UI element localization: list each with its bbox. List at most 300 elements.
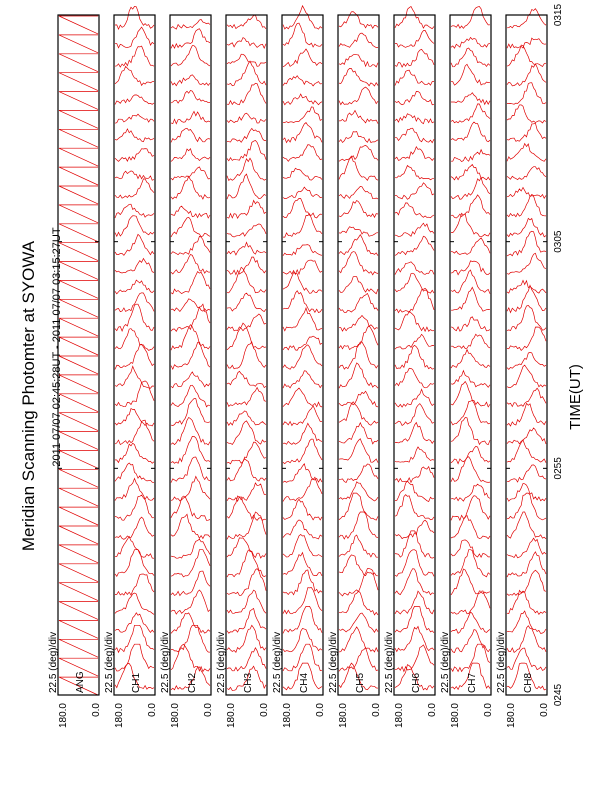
trace-ch7-25 <box>451 213 490 237</box>
trace-ch6-23 <box>395 262 434 275</box>
trace-ch3-24 <box>227 242 266 255</box>
trace-ch1-31 <box>115 114 154 123</box>
y-tick-min: 0.0 <box>483 703 494 717</box>
trace-ch7-13 <box>451 446 490 463</box>
trace-ch6-15 <box>395 404 434 426</box>
trace-ang-4 <box>59 620 98 638</box>
trace-ch7-35 <box>451 38 490 49</box>
trace-ch2-7 <box>171 550 210 577</box>
trace-ch7-27 <box>451 178 490 200</box>
y-tick-min: 0.0 <box>91 703 102 717</box>
panel-scale-label: 22.5 (deg)/div <box>384 631 395 693</box>
trace-ch7-8 <box>451 540 490 557</box>
trace-ch6-28 <box>395 166 434 180</box>
trace-ang-34 <box>59 54 98 72</box>
trace-ch4-12 <box>283 464 322 483</box>
trace-ch4-5 <box>283 588 322 614</box>
trace-ch6-29 <box>395 147 434 161</box>
trace-ch2-24 <box>171 236 210 254</box>
panel-scale-label: 22.5 (deg)/div <box>216 631 227 693</box>
trace-ch3-35 <box>227 38 266 49</box>
trace-ch3-11 <box>227 483 266 501</box>
trace-ch8-18 <box>507 352 546 369</box>
trace-ch6-33 <box>395 70 434 85</box>
trace-ch6-30 <box>395 128 434 143</box>
trace-ch7-14 <box>451 418 490 445</box>
trace-ch7-20 <box>451 317 490 331</box>
trace-ch5-24 <box>339 235 378 256</box>
trace-ch8-19 <box>507 327 546 350</box>
trace-ch8-36 <box>507 9 546 28</box>
trace-ang-15 <box>59 413 98 431</box>
chart-title: Meridian Scanning Photomter at SYOWA <box>19 240 38 552</box>
panel-frame <box>394 15 435 695</box>
trace-ch5-2 <box>339 648 378 672</box>
trace-ang-19 <box>59 337 98 355</box>
trace-ch6-22 <box>395 273 434 293</box>
trace-ang-31 <box>59 110 98 128</box>
trace-ch5-27 <box>339 186 378 199</box>
trace-ang-36 <box>59 16 98 34</box>
trace-ch6-25 <box>395 223 434 237</box>
panel-ch4 <box>272 6 326 728</box>
trace-ch6-5 <box>395 591 434 614</box>
trace-ang-3 <box>59 639 98 657</box>
trace-ch5-35 <box>339 33 378 47</box>
y-tick-max: 180.0 <box>170 703 181 729</box>
trace-ang-26 <box>59 205 98 223</box>
trace-ang-22 <box>59 280 98 298</box>
trace-ch1-27 <box>115 179 154 198</box>
trace-ch1-23 <box>115 259 154 274</box>
trace-ch8-31 <box>507 105 546 123</box>
trace-ch1-21 <box>115 293 154 312</box>
trace-ch5-29 <box>339 145 378 161</box>
y-tick-min: 0.0 <box>147 703 158 717</box>
y-tick-min: 0.0 <box>203 703 214 717</box>
trace-ch4-17 <box>283 371 322 388</box>
panel-scale-label: 22.5 (deg)/div <box>272 631 283 693</box>
trace-ch4-6 <box>283 570 322 595</box>
trace-ch8-29 <box>507 144 546 162</box>
x-tick-label: 0315 <box>553 3 564 27</box>
trace-ch1-33 <box>115 66 154 85</box>
trace-ch6-12 <box>395 467 434 483</box>
trace-ch2-28 <box>171 167 210 180</box>
trace-ch7-4 <box>451 612 490 633</box>
trace-ch7-36 <box>451 7 490 29</box>
trace-ch2-22 <box>171 272 210 294</box>
trace-ch1-8 <box>115 537 154 559</box>
x-tick-label: 0305 <box>553 230 564 253</box>
trace-ch8-17 <box>507 365 546 387</box>
trace-ch6-2 <box>395 645 434 672</box>
trace-ch2-26 <box>171 206 210 218</box>
trace-ch4-21 <box>283 291 322 313</box>
trace-ch2-25 <box>171 217 210 237</box>
trace-ang-30 <box>59 129 98 147</box>
trace-ch4-35 <box>283 23 322 47</box>
trace-ch8-33 <box>507 64 546 86</box>
trace-ang-18 <box>59 356 98 374</box>
trace-ang-6 <box>59 583 98 601</box>
trace-ch8-30 <box>507 123 546 141</box>
trace-ch8-3 <box>507 626 546 653</box>
trace-ch8-14 <box>507 428 546 444</box>
x-tick-label: 0255 <box>553 457 564 480</box>
trace-ang-14 <box>59 432 98 450</box>
trace-ch4-2 <box>283 644 322 671</box>
trace-ch5-7 <box>339 555 378 576</box>
trace-ch2-35 <box>171 29 210 49</box>
trace-ch6-3 <box>395 627 434 652</box>
trace-ang-12 <box>59 469 98 487</box>
trace-ang-9 <box>59 526 98 544</box>
trace-ch8-6 <box>507 570 546 595</box>
trace-ch2-36 <box>171 19 210 29</box>
trace-ch3-22 <box>227 267 266 293</box>
trace-ch7-6 <box>451 569 490 595</box>
trace-ch7-21 <box>451 287 490 311</box>
panel-ch7 <box>440 7 494 729</box>
trace-ch5-15 <box>339 402 378 425</box>
panel-label: ANG <box>75 671 86 693</box>
panel-frame <box>506 15 547 695</box>
trace-ch5-32 <box>339 87 378 105</box>
y-tick-min: 0.0 <box>315 703 326 717</box>
trace-ch6-27 <box>395 183 434 200</box>
trace-ch4-32 <box>283 94 322 105</box>
trace-ch1-6 <box>115 574 154 595</box>
trace-ch5-12 <box>339 464 378 483</box>
trace-ch7-30 <box>451 122 490 142</box>
trace-ch1-20 <box>115 304 154 331</box>
trace-ch6-4 <box>395 606 434 632</box>
trace-ch4-27 <box>283 187 322 199</box>
trace-ch7-32 <box>451 93 490 105</box>
trace-ch3-21 <box>227 293 266 311</box>
trace-ch2-6 <box>171 571 210 596</box>
trace-ch7-17 <box>451 371 490 388</box>
trace-ch3-12 <box>227 459 266 481</box>
trace-ch8-9 <box>507 512 546 539</box>
trace-ch7-18 <box>451 350 490 368</box>
panel-ch8 <box>496 9 550 728</box>
trace-ch8-22 <box>507 280 546 293</box>
trace-ch6-9 <box>395 520 434 538</box>
x-tick-label: 0245 <box>553 683 564 707</box>
trace-ch6-32 <box>395 91 434 104</box>
trace-ch3-15 <box>227 411 266 425</box>
trace-ch6-26 <box>395 203 434 218</box>
trace-ch8-25 <box>507 218 546 236</box>
trace-ch4-16 <box>283 388 322 407</box>
trace-ch1-22 <box>115 280 154 294</box>
trace-ch6-13 <box>395 447 434 462</box>
trace-ch2-27 <box>171 176 210 199</box>
y-tick-max: 180.0 <box>114 703 125 729</box>
trace-ch4-25 <box>283 214 322 237</box>
trace-ch1-12 <box>115 463 154 483</box>
trace-ch1-35 <box>115 27 154 48</box>
trace-ch6-10 <box>395 495 434 520</box>
trace-ch8-7 <box>507 552 546 577</box>
trace-ch8-23 <box>507 253 546 274</box>
trace-ch7-16 <box>451 382 490 407</box>
trace-ch3-4 <box>227 608 266 633</box>
trace-ch8-26 <box>507 196 546 217</box>
trace-ch2-9 <box>171 514 210 538</box>
trace-ch7-24 <box>451 238 490 255</box>
trace-ch2-10 <box>171 496 210 520</box>
trace-ch6-19 <box>395 334 434 349</box>
panel-scale-label: 22.5 (deg)/div <box>160 631 171 693</box>
trace-ang-16 <box>59 394 98 412</box>
trace-ch2-2 <box>171 644 210 671</box>
y-tick-min: 0.0 <box>539 703 550 717</box>
trace-ch3-20 <box>227 314 266 331</box>
trace-ch7-3 <box>451 630 490 653</box>
trace-ang-7 <box>59 564 98 582</box>
trace-ch4-29 <box>283 145 322 162</box>
trace-ch6-20 <box>395 311 434 331</box>
panel-label: CH3 <box>243 672 254 693</box>
trace-ch4-34 <box>283 49 322 67</box>
trace-ch2-32 <box>171 90 210 103</box>
trace-ch8-35 <box>507 38 546 48</box>
trace-ch1-28 <box>115 171 154 180</box>
trace-ch3-31 <box>227 113 266 123</box>
panel-label: CH1 <box>131 672 142 693</box>
trace-ch8-11 <box>507 484 546 502</box>
panel-ch3 <box>216 15 270 728</box>
trace-ch8-2 <box>507 648 546 670</box>
trace-ch1-29 <box>115 149 154 162</box>
panel-frame <box>58 15 99 695</box>
trace-ang-33 <box>59 73 98 91</box>
x-axis-label: TIME(UT) <box>567 364 584 430</box>
trace-ch5-6 <box>339 569 378 596</box>
y-tick-max: 180.0 <box>394 703 405 729</box>
trace-ch5-22 <box>339 276 378 294</box>
trace-ch3-16 <box>227 388 266 407</box>
trace-ch4-22 <box>283 273 322 294</box>
y-tick-max: 180.0 <box>226 703 237 729</box>
trace-ch5-21 <box>339 293 378 312</box>
trace-ch2-31 <box>171 111 210 123</box>
trace-ch6-36 <box>395 7 434 29</box>
trace-ch2-4 <box>171 613 210 634</box>
trace-ch8-5 <box>507 590 546 614</box>
trace-ch5-30 <box>339 132 378 143</box>
trace-ch7-23 <box>451 261 490 275</box>
trace-ang-20 <box>59 318 98 336</box>
trace-ch2-33 <box>171 75 210 86</box>
trace-ch3-33 <box>227 61 266 86</box>
trace-ch5-17 <box>339 363 378 388</box>
y-tick-min: 0.0 <box>371 703 382 717</box>
trace-ch4-20 <box>283 308 322 331</box>
trace-ch1-32 <box>115 95 154 105</box>
trace-ch7-33 <box>451 64 490 85</box>
trace-ch4-28 <box>283 168 322 180</box>
trace-ch4-10 <box>283 499 322 520</box>
trace-ch7-26 <box>451 195 490 218</box>
trace-ch1-9 <box>115 517 154 539</box>
trace-ch4-19 <box>283 336 322 350</box>
trace-ch2-29 <box>171 149 210 162</box>
trace-ch3-9 <box>227 512 266 539</box>
trace-ang-23 <box>59 262 98 280</box>
trace-ch7-11 <box>451 484 490 501</box>
trace-ang-21 <box>59 299 98 317</box>
trace-ang-11 <box>59 488 98 506</box>
trace-ch1-15 <box>115 409 154 426</box>
trace-ch4-33 <box>283 76 322 86</box>
trace-ch3-29 <box>227 140 266 160</box>
trace-ch2-21 <box>171 299 210 312</box>
trace-ch1-2 <box>115 644 154 671</box>
y-tick-min: 0.0 <box>259 703 270 717</box>
trace-ch8-8 <box>507 538 546 558</box>
panel-label: CH7 <box>467 672 478 693</box>
trace-ang-8 <box>59 545 98 563</box>
trace-ch3-7 <box>227 550 266 577</box>
trace-ch3-18 <box>227 342 266 369</box>
trace-ch3-34 <box>227 54 266 66</box>
trace-ch4-30 <box>283 123 322 143</box>
trace-ch8-4 <box>507 611 546 634</box>
trace-ang-28 <box>59 167 98 185</box>
trace-ch2-13 <box>171 436 210 463</box>
trace-ch1-7 <box>115 550 154 577</box>
chart-subtitle: 2011 07/07 02:45:28UT - 2011 07/07 03:15:27UT <box>51 227 63 467</box>
trace-ch2-30 <box>171 128 210 142</box>
trace-ang-29 <box>59 148 98 166</box>
trace-ch1-4 <box>115 613 154 633</box>
trace-ch4-26 <box>283 198 322 218</box>
trace-ch2-23 <box>171 255 210 275</box>
trace-ch3-25 <box>227 224 266 237</box>
trace-ch6-31 <box>395 114 434 124</box>
trace-ch7-19 <box>451 334 490 348</box>
trace-ch1-13 <box>115 443 154 463</box>
trace-ch5-31 <box>339 111 378 124</box>
trace-ang-5 <box>59 602 98 620</box>
panel-label: CH2 <box>187 672 198 693</box>
trace-ch7-31 <box>451 104 490 123</box>
panel-scale-label: 22.5 (deg)/div <box>496 631 507 693</box>
y-tick-min: 0.0 <box>427 703 438 717</box>
trace-ch7-10 <box>451 496 490 521</box>
y-tick-max: 180.0 <box>282 703 293 729</box>
trace-ch4-31 <box>283 107 322 123</box>
panel-scale-label: 22.5 (deg)/div <box>104 631 115 693</box>
trace-ch2-34 <box>171 46 210 66</box>
y-tick-max: 180.0 <box>506 703 517 729</box>
trace-ang-13 <box>59 450 98 468</box>
trace-ch7-29 <box>451 150 490 162</box>
trace-ch7-5 <box>451 591 490 614</box>
trace-ch2-8 <box>171 539 210 558</box>
trace-ch8-27 <box>507 188 546 199</box>
trace-ch6-14 <box>395 423 434 444</box>
trace-ch4-13 <box>283 439 322 464</box>
trace-ch7-28 <box>451 165 490 181</box>
trace-ch3-36 <box>227 15 266 29</box>
trace-ch3-30 <box>227 128 266 142</box>
trace-ch3-3 <box>227 625 266 652</box>
trace-ch4-36 <box>283 6 322 29</box>
trace-ch1-36 <box>115 6 154 29</box>
panel-label: CH8 <box>523 672 534 693</box>
trace-ch6-16 <box>395 389 434 407</box>
panel-scale-label: 22.5 (deg)/div <box>328 631 339 693</box>
trace-ch4-15 <box>283 406 322 426</box>
trace-ang-17 <box>59 375 98 393</box>
trace-ch1-11 <box>115 479 154 501</box>
trace-ch4-3 <box>283 628 322 651</box>
trace-ch3-32 <box>227 83 266 104</box>
trace-ang-27 <box>59 186 98 204</box>
trace-ch8-12 <box>507 465 546 482</box>
y-tick-max: 180.0 <box>338 703 349 729</box>
panel-ch6 <box>384 7 438 729</box>
trace-ch1-30 <box>115 129 154 142</box>
trace-ch5-33 <box>339 68 378 86</box>
panel-frame <box>282 15 323 695</box>
panel-label: CH5 <box>355 672 366 693</box>
trace-ch8-15 <box>507 403 546 426</box>
trace-ch5-20 <box>339 315 378 331</box>
trace-ch5-26 <box>339 201 378 218</box>
x-axis-ticks <box>553 3 564 706</box>
trace-ch2-16 <box>171 385 210 407</box>
panels-group <box>48 6 550 728</box>
trace-ch5-11 <box>339 482 378 501</box>
panel-scale-label: 22.5 (deg)/div <box>48 631 59 693</box>
trace-ang-35 <box>59 35 98 53</box>
trace-ch3-28 <box>227 158 266 180</box>
trace-ch3-17 <box>227 371 266 387</box>
trace-ch5-34 <box>339 54 378 67</box>
trace-ch3-26 <box>227 200 266 218</box>
trace-ang-24 <box>59 243 98 261</box>
panel-label: CH4 <box>299 672 310 693</box>
trace-ch7-15 <box>451 400 490 425</box>
trace-ch6-11 <box>395 481 434 502</box>
trace-ch1-25 <box>115 216 154 237</box>
panel-label: CH6 <box>411 672 422 693</box>
trace-ch4-4 <box>283 606 322 633</box>
trace-ch5-23 <box>339 252 378 275</box>
trace-ch3-5 <box>227 590 266 613</box>
trace-ch1-14 <box>115 420 154 444</box>
trace-ch8-28 <box>507 167 546 180</box>
panel-ch2 <box>160 15 214 728</box>
trace-ch2-12 <box>171 457 210 483</box>
trace-ang-10 <box>59 507 98 525</box>
trace-ch1-34 <box>115 46 154 67</box>
panel-scale-label: 22.5 (deg)/div <box>440 631 451 693</box>
trace-ch1-5 <box>115 593 154 614</box>
trace-ch1-24 <box>115 234 154 255</box>
trace-ch8-34 <box>507 45 546 66</box>
trace-ch6-17 <box>395 368 434 388</box>
y-tick-max: 180.0 <box>450 703 461 729</box>
trace-ang-25 <box>59 224 98 242</box>
trace-ch5-16 <box>339 391 378 407</box>
